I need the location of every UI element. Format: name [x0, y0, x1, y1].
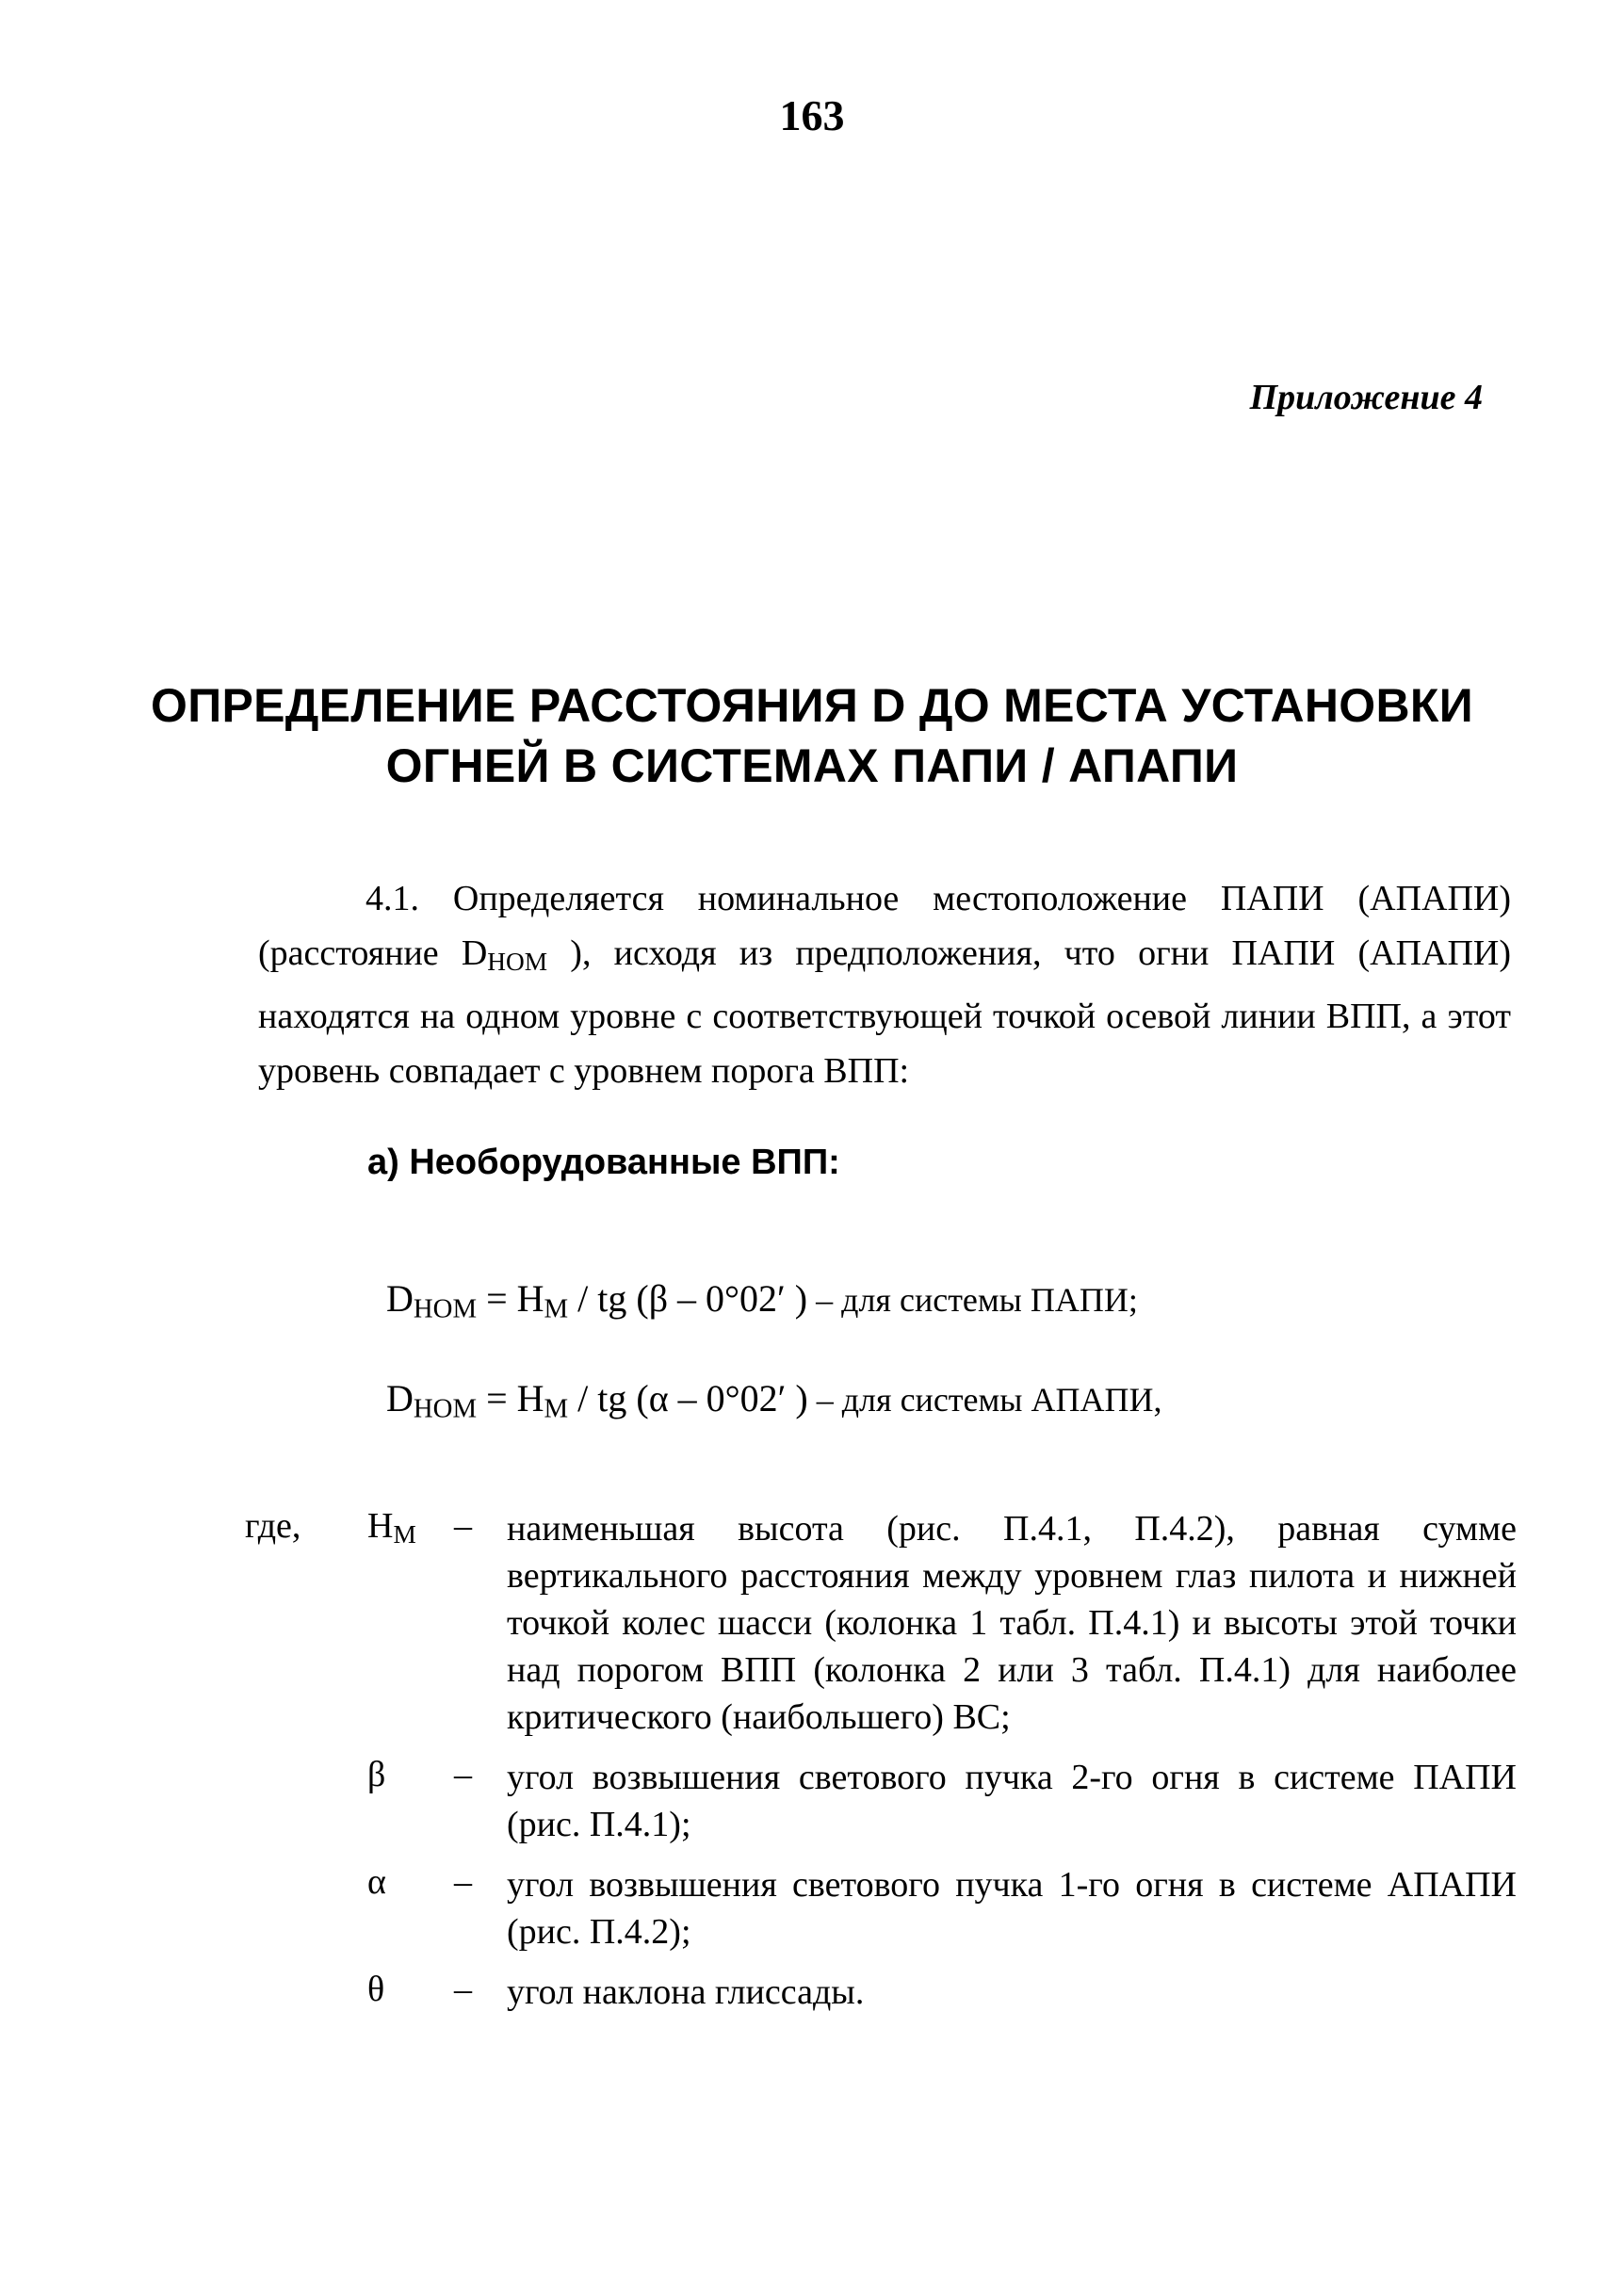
paragraph-number: 4.1. [365, 879, 419, 918]
formula-apapi [386, 1376, 1161, 1424]
appendix-label: Приложение 4 [1249, 378, 1483, 417]
definition-item-theta [245, 1969, 1517, 2016]
symbol-base: H [367, 1506, 394, 1546]
paragraph-text-b: ), исходя из предположения, что огни ПАПИ (АПАПИ) находятся на одном уровне с соответствующей точкой осевой линии ВПП, а этот уровень совпадает с уровнем порога ВПП: [258, 933, 1511, 1092]
paragraph-4-1 [258, 871, 1511, 1098]
formula-body: / tg (α – 0°02′ ) [568, 1377, 808, 1419]
definition-symbol [367, 1505, 416, 1549]
symbol-sub: М [393, 1520, 416, 1549]
formula-body: / tg (β – 0°02′ ) [568, 1277, 808, 1320]
definition-dash: – [454, 1862, 472, 1902]
definition-item-alpha [245, 1861, 1517, 1955]
formula-papi [386, 1276, 1138, 1324]
definition-item-beta [245, 1754, 1517, 1848]
definition-symbol: θ [367, 1970, 385, 2009]
page-number: 163 [779, 91, 845, 139]
formula-eq: = H [477, 1277, 544, 1320]
definition-dash: – [454, 1506, 472, 1546]
formula-eq: = H [477, 1377, 544, 1419]
definition-dash: – [454, 1755, 472, 1794]
paragraph-subscript: НОМ [487, 948, 548, 977]
formula-lhs: D [386, 1377, 414, 1419]
definition-item-hm [245, 1505, 1517, 1741]
formula-note: – для системы ПАПИ; [807, 1281, 1138, 1319]
definitions-list [245, 1505, 1517, 2016]
definition-text: наименьшая высота (рис. П.4.1, П.4.2), равная сумме вертикального расстояния между уровнем глаз пилота и нижней точкой колес шасси (колонка 1 табл. П.4.1) и высоты этой точки над порогом ВПП (колонка 2 или 3 табл. П.4.1) для наиболее критического (наибольшего) ВС; [507, 1509, 1517, 1737]
formula-lhs: D [386, 1277, 414, 1320]
subheading: а) Необорудованные ВПП: [367, 1143, 840, 1182]
paragraph-text [258, 871, 1511, 1098]
definition-text: угол наклона глиссады. [507, 1972, 865, 2012]
title-line-2: ОГНЕЙ В СИСТЕМАХ ПАПИ / АПАПИ [385, 739, 1239, 792]
paragraph-text-a: Определяется номинальное местоположение ПАПИ (АПАПИ) (расстояние D [258, 879, 1512, 973]
formula-lhs-sub: НОМ [413, 1293, 478, 1324]
formula-h-sub: М [544, 1393, 569, 1424]
definition-symbol: α [367, 1862, 386, 1902]
formula-lhs-sub: НОМ [413, 1393, 478, 1424]
definition-text: угол возвышения светового пучка 2-го огня в системе ПАПИ (рис. П.4.1); [507, 1758, 1517, 1844]
formula-note: – для системы АПАПИ, [807, 1381, 1162, 1419]
definition-dash: – [454, 1970, 472, 2009]
definition-text: угол возвышения светового пучка 1-го огня в системе АПАПИ (рис. П.4.2); [507, 1865, 1517, 1952]
definitions-lead: где, [245, 1506, 301, 1546]
title-line-1: ОПРЕДЕЛЕНИЕ РАССТОЯНИЯ D ДО МЕСТА УСТАНОВКИ [151, 679, 1473, 732]
formula-h-sub: М [544, 1293, 569, 1324]
definition-symbol: β [367, 1755, 386, 1794]
